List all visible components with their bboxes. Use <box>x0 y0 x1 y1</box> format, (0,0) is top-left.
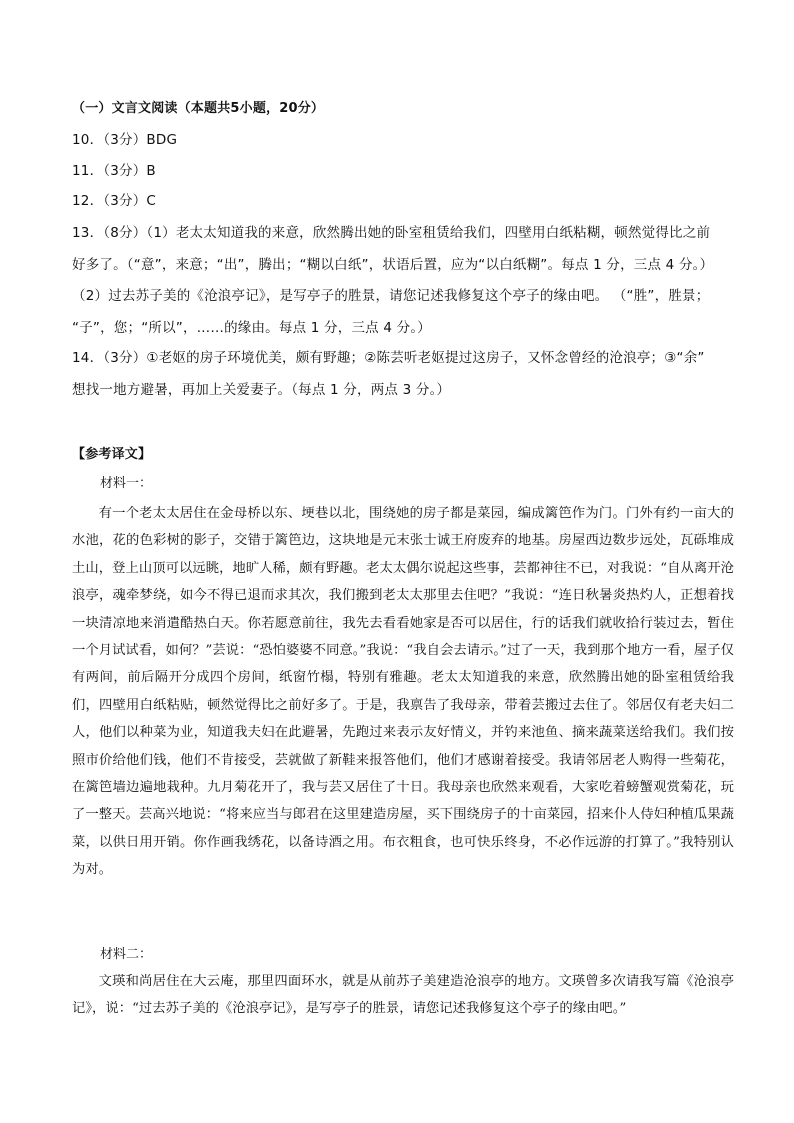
section-title: （一）文言文阅读（本题共5小题，20分） <box>72 101 325 116</box>
reference-title: 【参考译文】 <box>72 447 152 462</box>
answer-line-13c: （2）过去苏子美的《沧浪亭记》，是写亭子的胜景，请您记述我修复这个亭子的缘由吧。 （“胜”，胜景； <box>72 288 710 304</box>
material-2-label: 材料二： <box>100 947 153 962</box>
answer-line-14a: 14．（3分）①老妪的房子环境优美，颇有野趣；②陈芸听老妪提过这房子，又怀念曾经的沧浪亭；③“余” <box>72 350 705 366</box>
material-1-text: 有一个老太太居住在金母桥以东、埂巷以北，围绕她的房子都是菜园，编成篱笆作为门。门外有约一亩大的水池，花的色彩树的影子，交错于篱笆边，这块地是元末张士诚王府废弃的地基。房屋西边数步远处，瓦砾堆成土山，登上山顶可以远眺，地旷人稀，颇有野趣。老太太偶尔说起这些事，芸都神往不已，对我说：“自从离开沧浪亭，魂牵梦绕，如今不得已退而求其次，我们搬到老太太那里去住吧？”我说：“连日秋暑炎热灼人，正想着找一块清凉地来消遣酷热白天。你若愿意前往，我先去看看她家是否可以居住，行的话我们就收拾行装过去，暂住一个月试试看，如何？”芸说：“恐怕婆婆不同意。”我说：“我自会去请示。”过了一天，我到那个地方一看，屋子仅有两间，前后隔开分成四个房间，纸窗竹榻，特别有雅趣。老太太知道我的来意，欣然腾出她的卧室租赁给我们，四壁用白纸粘贴，顿然觉得比之前好多了。于是，我禀告了我母亲，带着芸搬过去住了。邻居仅有老夫妇二人，他们以种菜为业，知道我夫妇在此避暑，先跑过来表示友好情义，并钓来池鱼、摘来蔬菜送给我们。我们按照市价给他们钱，他们不肯接受，芸就做了新鞋来报答他们，他们才感谢着接受。我请邻居老人购得一些菊花，在篱笆墙边遍地栽种。九月菊花开了，我与芸又居住了十日。我母亲也欣然来观看，大家吃着螃蟹观赏菊花，玩了一整天。芸高兴地说：“将来应当与郎君在这里建造房屋，买下围绕房子的十亩菜园，招来仆人侍妇种植瓜果蔬菜，以供日用开销。你作画我绣花，以备诗酒之用。布衣粗食，也可快乐终身，不必作远游的打算了。”我特别认为对。 <box>72 506 734 878</box>
answer-line-12: 12．（3分）C <box>72 193 157 209</box>
answer-line-14b: 想找一地方避暑，再加上关爱妻子。（每点 1 分，两点 3 分。） <box>72 382 451 398</box>
material-2-text: 文瑛和尚居住在大云庵，那里四面环水，就是从前苏子美建造沧浪亭的地方。文瑛曾多次请我写篇《沧浪亭记》，说：“过去苏子美的《沧浪亭记》，是写亭子的胜景，请您记述我修复这个亭子的缘由吧。” <box>72 974 734 1017</box>
answer-line-13d: “子”，您；“所以”，……的缘由。每点 1 分，三点 4 分。） <box>72 320 431 336</box>
answer-line-11: 11．（3分）B <box>72 163 156 179</box>
answer-line-13b: 好多了。（“意”，来意；“出”，腾出；“糊以白纸”，状语后置，应为“以白纸糊”。每点 1 分，三点 4 分。） <box>72 257 714 273</box>
material-1-label: 材料一： <box>100 476 153 491</box>
answer-line-10: 10．（3分）BDG <box>72 132 178 148</box>
answer-line-13a: 13．（8分）（1）老太太知道我的来意，欣然腾出她的卧室租赁给我们，四壁用白纸粘糊，顿然觉得比之前 <box>72 225 711 241</box>
